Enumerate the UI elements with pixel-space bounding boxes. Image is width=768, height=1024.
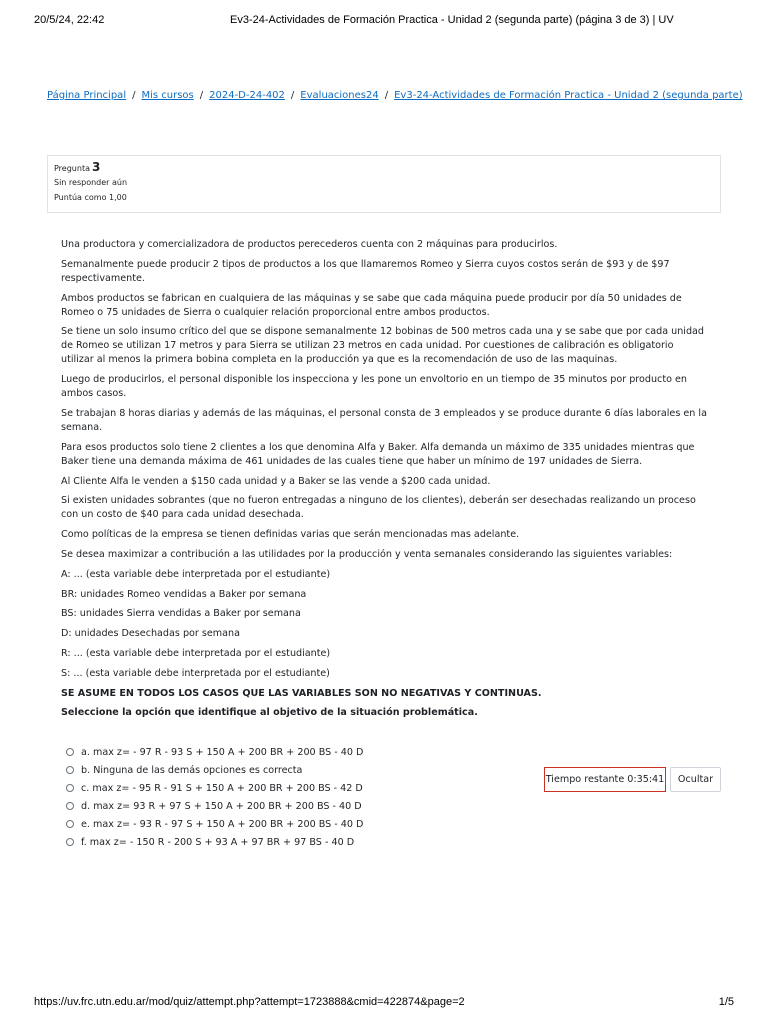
hide-timer-button[interactable]: Ocultar: [670, 767, 721, 792]
variable-definition: BR: unidades Romeo vendidas a Baker por semana: [61, 588, 307, 600]
answer-label: f. max z= - 150 R - 200 S + 93 A + 97 BR + 97 BS - 40 D: [81, 836, 355, 848]
answer-label: b. Ninguna de las demás opciones es correcta: [81, 764, 303, 776]
variable-definition: BS: unidades Sierra vendidas a Baker por semana: [61, 608, 301, 620]
assumption-text: SE ASUME EN TODOS LOS CASOS QUE LAS VARIABLES SON NO NEGATIVAS Y CONTINUAS.: [61, 687, 542, 699]
radio-button[interactable]: [66, 784, 74, 792]
question-label: Pregunta: [54, 164, 90, 173]
breadcrumb-course-link[interactable]: 2024-D-24-402: [209, 90, 285, 101]
breadcrumb-home-link[interactable]: Página Principal: [47, 90, 127, 101]
breadcrumb-section-link[interactable]: Evaluaciones24: [300, 90, 379, 101]
question-grade: Puntúa como 1,00: [54, 193, 127, 202]
answer-label: d. max z= 93 R + 97 S + 150 A + 200 BR + 200 BS - 40 D: [81, 800, 362, 812]
question-number: [54, 161, 714, 175]
variable-definition: R: ... (esta variable debe interpretada por el estudiante): [61, 647, 331, 659]
question-prompt: Seleccione la opción que identifique al objetivo de la situación problemática.: [61, 707, 478, 719]
question-paragraph: Como políticas de la empresa se tienen definidas varias que serán mencionadas mas adelante.: [61, 529, 520, 541]
question-paragraph: Semanalmente puede producir 2 tipos de productos a los que llamaremos Romeo y Sierra cuyos costos serán de $93 y de $97 respectivamente.: [61, 258, 670, 284]
answer-option-f[interactable]: [66, 833, 486, 851]
question-text: [61, 238, 709, 726]
radio-button[interactable]: [66, 838, 74, 846]
print-footer: [34, 996, 734, 1012]
radio-button[interactable]: [66, 802, 74, 810]
breadcrumb: [47, 90, 747, 101]
question-paragraph: Al Cliente Alfa le venden a $150 cada unidad y a Baker se las vende a $200 cada unidad.: [61, 475, 491, 487]
time-remaining: Tiempo restante 0:35:41: [544, 767, 666, 792]
print-header: [34, 14, 734, 30]
breadcrumb-separator: /: [290, 90, 295, 101]
variable-definition: A: ... (esta variable debe interpretada por el estudiante): [61, 568, 331, 580]
question-info-box: [47, 155, 721, 213]
question-paragraph: Luego de producirlos, el personal disponible los inspecciona y les pone un envoltorio en un tiempo de 35 minutos por producto en ambos casos.: [61, 374, 687, 400]
radio-button[interactable]: [66, 766, 74, 774]
print-date: 20/5/24, 22:42: [34, 14, 105, 26]
answer-option-a[interactable]: [66, 743, 486, 761]
question-paragraph: Para esos productos solo tiene 2 clientes a los que denomina Alfa y Baker. Alfa demanda un máximo de 335 unidades mientras que Baker tiene una demanda máxima de 461 unidades de las cuales tiene que haber un mínimo de 197 unidades de Sierra.: [61, 441, 695, 467]
variable-definition: D: unidades Desechadas por semana: [61, 628, 240, 640]
breadcrumb-my-courses-link[interactable]: Mis cursos: [141, 90, 194, 101]
breadcrumb-quiz-link[interactable]: Ev3-24-Actividades de Formación Practica - Unidad 2 (segunda parte): [394, 90, 743, 101]
answer-option-b[interactable]: [66, 761, 486, 779]
variable-definition: S: ... (esta variable debe interpretada por el estudiante): [61, 667, 330, 679]
answer-label: e. max z= - 93 R - 97 S + 150 A + 200 BR + 200 BS - 40 D: [81, 818, 364, 830]
answer-options: [66, 743, 486, 851]
radio-button[interactable]: [66, 748, 74, 756]
answer-option-c[interactable]: [66, 779, 486, 797]
breadcrumb-separator: /: [384, 90, 389, 101]
question-paragraph: Si existen unidades sobrantes (que no fueron entregadas a ninguno de los clientes), deberán ser desechadas realizando un proceso con un costo de $40 para cada unidad desechada.: [61, 495, 696, 521]
question-number-value: 3: [91, 160, 101, 174]
answer-label: a. max z= - 97 R - 93 S + 150 A + 200 BR + 200 BS - 40 D: [81, 746, 364, 758]
question-state: Sin responder aún: [54, 178, 128, 187]
answer-option-e[interactable]: [66, 815, 486, 833]
question-paragraph: Se trabajan 8 horas diarias y además de las máquinas, el personal consta de 3 empleados y se produce durante 6 días laborales en la semana.: [61, 407, 707, 433]
question-paragraph: Se desea maximizar a contribución a las utilidades por la producción y venta semanales considerando las siguientes variables:: [61, 548, 673, 560]
print-url: https://uv.frc.utn.edu.ar/mod/quiz/attempt.php?attempt=1723888&cmid=422874&page=2: [34, 996, 465, 1008]
radio-button[interactable]: [66, 820, 74, 828]
question-paragraph: Se tiene un solo insumo crítico del que se dispone semanalmente 12 bobinas de 500 metros cada una y se sabe que por cada unidad de Romeo se utilizan 17 metros y para Sierra se utilizan 23 metros en cada unidad. Por cuestiones de calibración es obligatorio utilizar al menos la primera bobina completa en la producción ya que es la recomendación de uso de las maquinas.: [61, 326, 705, 366]
print-title: Ev3-24-Actividades de Formación Practica - Unidad 2 (segunda parte) (página 3 de 3) | UV: [230, 14, 674, 26]
breadcrumb-separator: /: [132, 90, 136, 101]
print-page-number: 1/5: [718, 996, 734, 1008]
answer-option-d[interactable]: [66, 797, 486, 815]
question-paragraph: Ambos productos se fabrican en cualquiera de las máquinas y se sabe que cada máquina puede producir por día 50 unidades de Romeo o 75 unidades de Sierra o cualquier relación proporcional entre ambos productos.: [61, 292, 682, 318]
answer-label: c. max z= - 95 R - 91 S + 150 A + 200 BR + 200 BS - 42 D: [81, 782, 363, 794]
breadcrumb-separator: /: [199, 90, 204, 101]
question-paragraph: Una productora y comercializadora de productos perecederos cuenta con 2 máquinas para producirlos.: [61, 239, 558, 250]
